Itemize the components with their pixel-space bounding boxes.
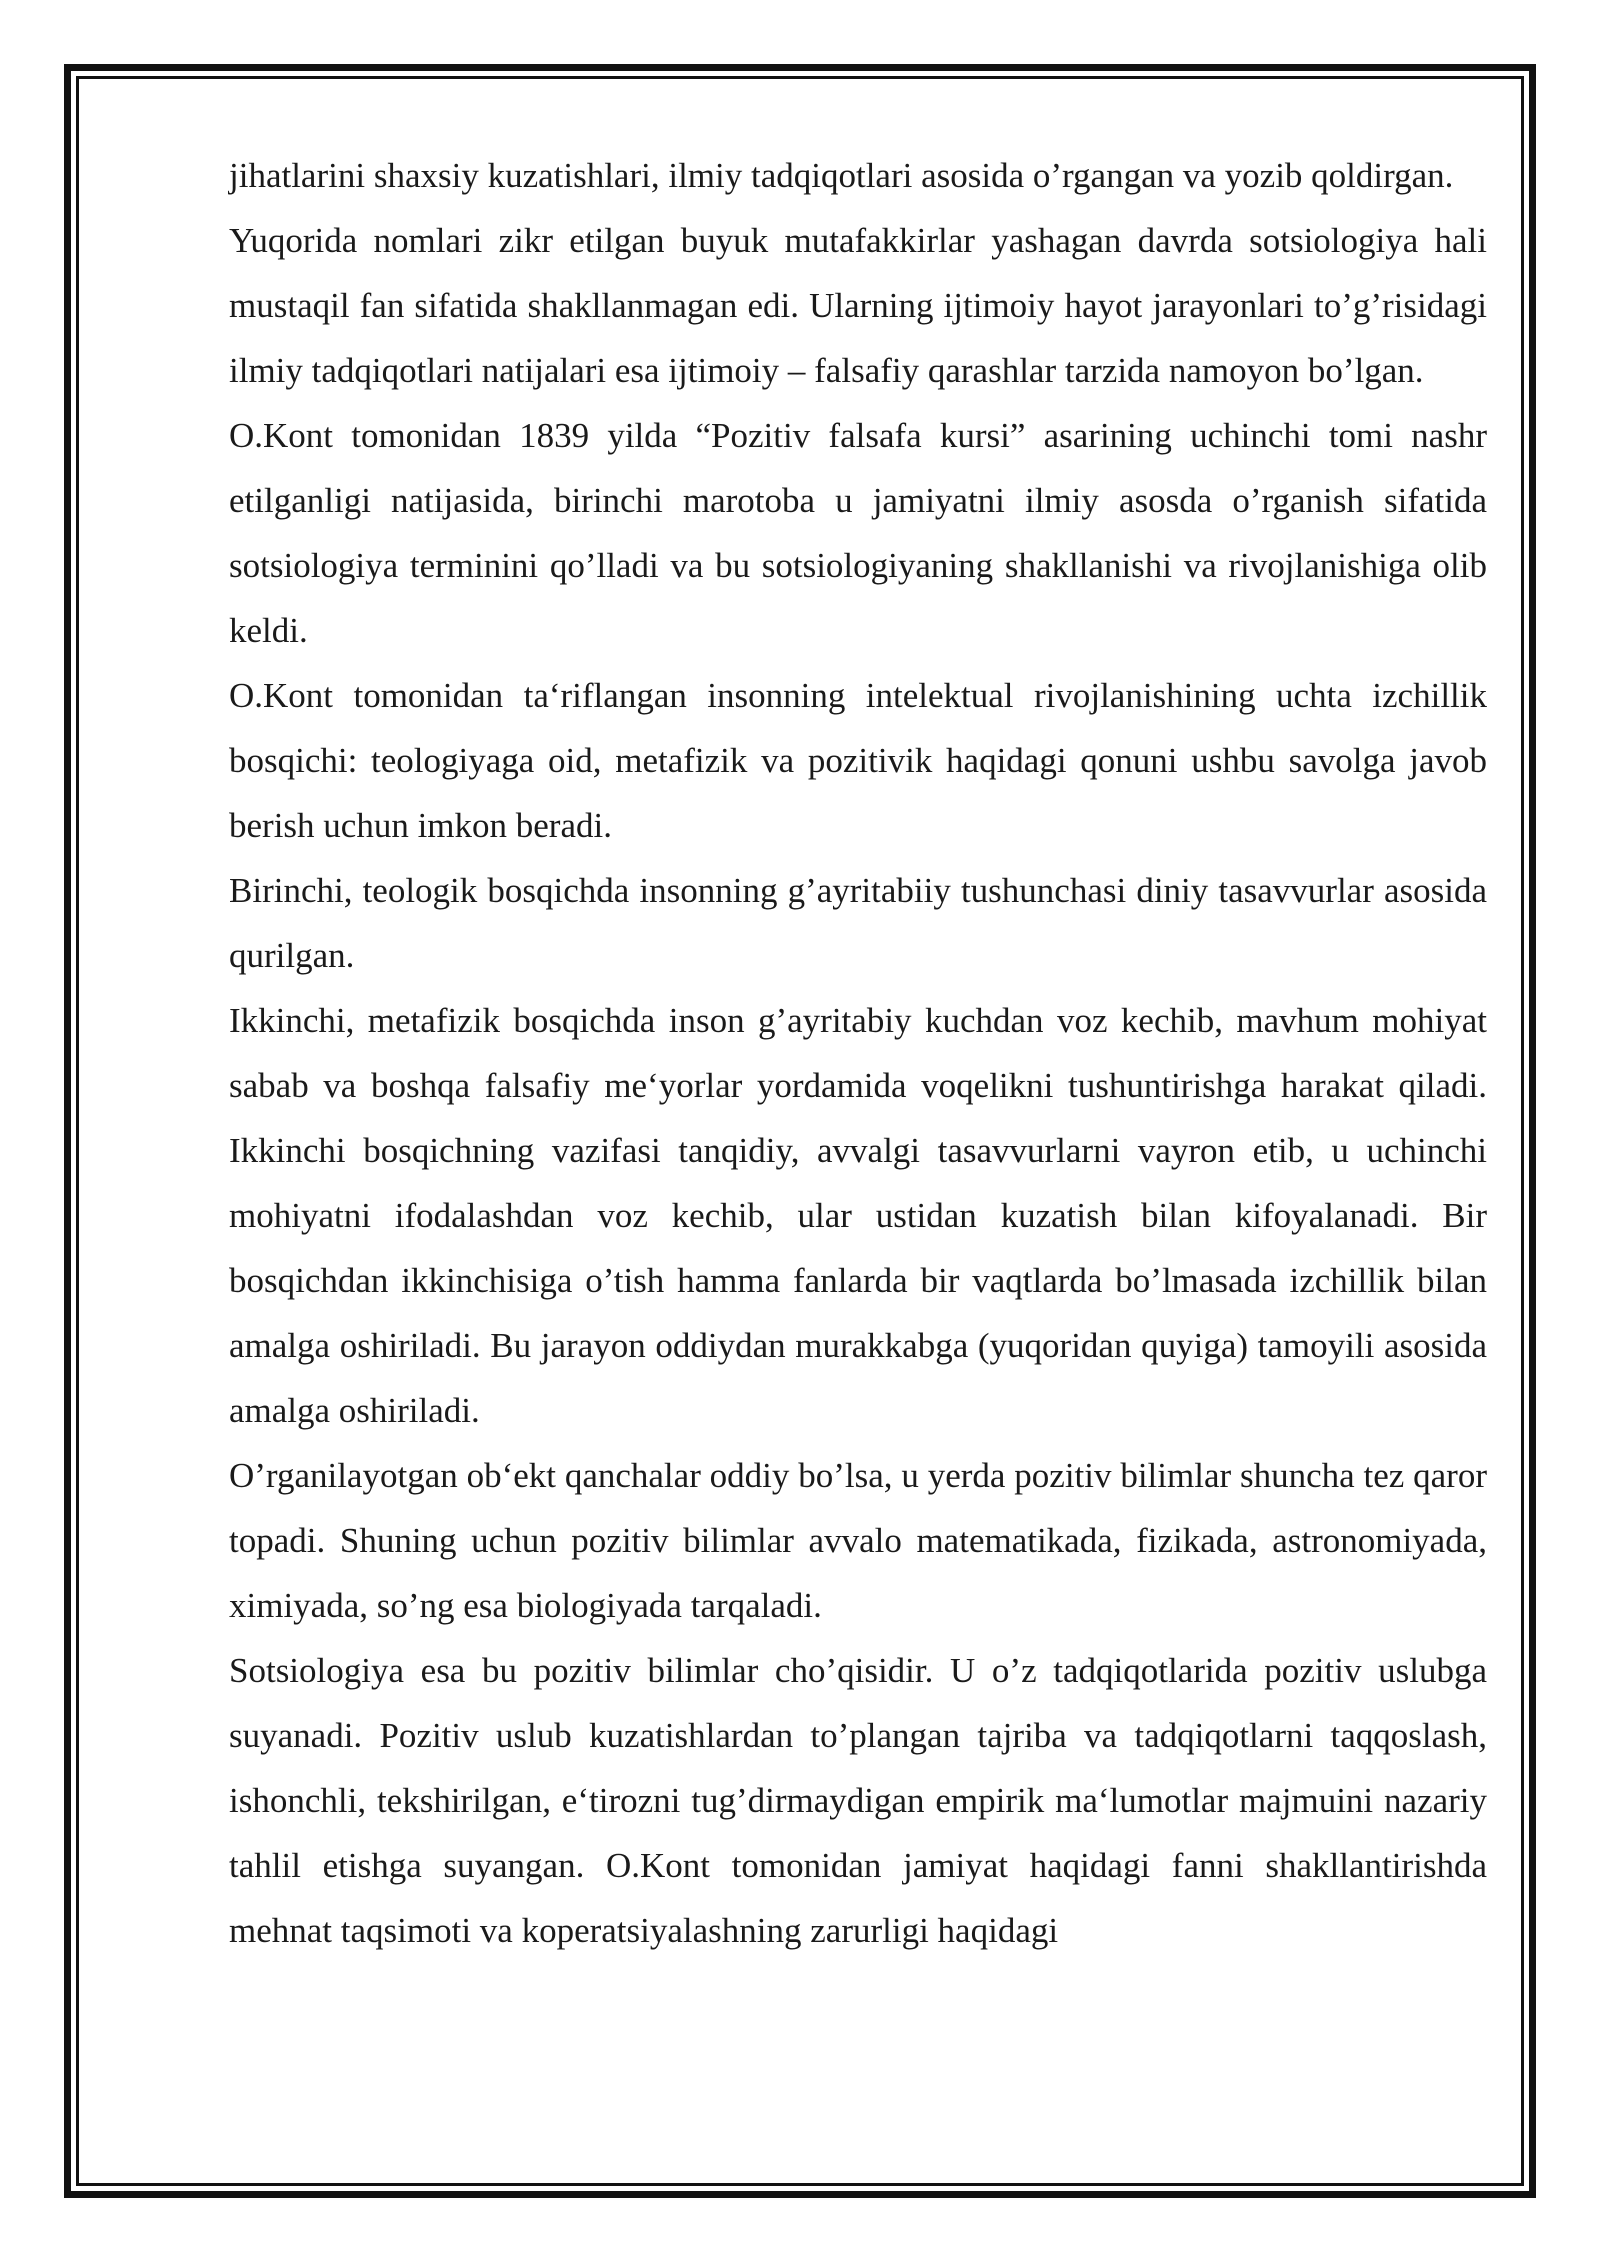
- paragraph-1: jihatlarini shaxsiy kuzatishlari, ilmiy tadqiqotlari asosida o’rgangan va yozib qoldirgan.: [229, 156, 1454, 195]
- paragraph-5: Birinchi, teologik bosqichda insonning g’ayritabiiy tushunchasi diniy tasavvurlar asosida qurilgan.: [229, 871, 1487, 975]
- paragraph-2: Yuqorida nomlari zikr etilgan buyuk mutafakkirlar yashagan davrda sotsiologiya hali mustaqil fan sifatida shakllanmagan edi. Ularning ijtimoiy hayot jarayonlari to’g’risidagi ilmiy tadqiqotlari natijalari esa ijtimoiy – falsafiy qarashlar tarzida namoyon bo’lgan.: [229, 221, 1487, 390]
- document-body: [229, 143, 1487, 1963]
- paragraph-6: Ikkinchi, metafizik bosqichda inson g’ayritabiy kuchdan voz kechib, mavhum mohiyat sabab va boshqa falsafiy me‘yorlar yordamida voqelikni tushuntirishga harakat qiladi. Ikkinchi bosqichning vazifasi tanqidiy, avvalgi tasavvurlarni vayron etib, u uchinchi mohiyatni ifodalashdan voz kechib, ular ustidan kuzatish bilan kifoyalanadi. Bir bosqichdan ikkinchisiga o’tish hamma fanlarda bir vaqtlarda bo’lmasada izchillik bilan amalga oshiriladi. Bu jarayon oddiydan murakkabga (yuqoridan quyiga) tamoyili asosida amalga oshiriladi.: [229, 1001, 1487, 1430]
- paragraph-8: Sotsiologiya esa bu pozitiv bilimlar cho’qisidir. U o’z tadqiqotlarida pozitiv uslubga suyanadi. Pozitiv uslub kuzatishlardan to’plangan tajriba va tadqiqotlarni taqqoslash, ishonchli, tekshirilgan, e‘tirozni tug’dirmaydigan empirik ma‘lumotlar majmuini nazariy tahlil etishga suyangan. O.Kont tomonidan jamiyat haqidagi fanni shakllantirishda mehnat taqsimoti va koperatsiyalashning zarurligi haqidagi: [229, 1651, 1487, 1950]
- paragraph-3: O.Kont tomonidan 1839 yilda “Pozitiv falsafa kursi” asarining uchinchi tomi nashr etilganligi natijasida, birinchi marotoba u jamiyatni ilmiy asosda o’rganish sifatida sotsiologiya terminini qo’lladi va bu sotsiologiyaning shakllanishi va rivojlanishiga olib keldi.: [229, 416, 1487, 650]
- paragraph-7: O’rganilayotgan ob‘ekt qanchalar oddiy bo’lsa, u yerda pozitiv bilimlar shuncha tez qaror topadi. Shuning uchun pozitiv bilimlar avvalo matematikada, fizikada, astronomiyada, ximiyada, so’ng esa biologiyada tarqaladi.: [229, 1456, 1487, 1625]
- paragraph-4: O.Kont tomonidan ta‘riflangan insonning intelektual rivojlanishining uchta izchillik bosqichi: teologiyaga oid, metafizik va pozitivik haqidagi qonuni ushbu savolga javob berish uchun imkon beradi.: [229, 676, 1487, 845]
